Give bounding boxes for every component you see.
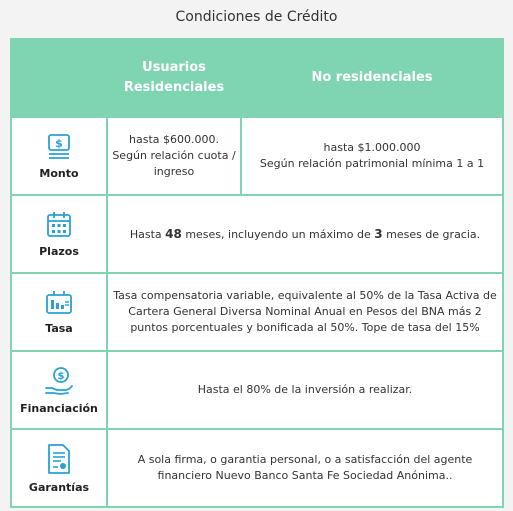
row-label-cell [11,117,107,195]
monto-residential: hasta $600.000. Según relación cuota / ingreso [107,117,241,195]
plazos-text [107,195,503,273]
monto-non-residential-line2: Según relación patrimonial mínima 1 a 1 [259,157,485,170]
money-bill-icon [46,133,72,161]
plazos-text-start: Hasta [129,227,166,241]
svg-text:$: $ [57,370,65,382]
header-corner-cell [11,39,107,117]
row-label-cell [11,429,107,507]
row-label-cell [11,351,107,429]
row-label: Garantías [28,480,90,494]
credit-conditions-table [10,38,504,508]
page-title: Condiciones de Crédito [175,9,338,25]
monto-non-residential [241,117,503,195]
table-header-row [11,39,503,117]
plazos-months: 48 [165,226,182,241]
svg-text:$: $ [55,136,63,150]
bank-chart-icon [45,290,73,316]
tasa-text: Tasa compensatoria variable, equivalente al 50% de la Tasa Activa de Cartera General Diversa Nominal Anual en Pesos del BNA más 2 puntos porcentuales y bonificada al 50%. Tope de tasa del 15% [107,273,503,351]
calendar-icon [46,211,72,239]
row-label-cell [11,273,107,351]
hand-coin-icon [44,366,74,396]
table-row [11,195,503,273]
certificate-icon [46,443,72,475]
row-label-cell [11,195,107,273]
plazos-grace: 3 [374,226,383,241]
table-row [11,429,503,507]
table-row [11,351,503,429]
header-residential: Usuarios Residenciales [107,39,241,117]
financiacion-text: Hasta el 80% de la inversión a realizar. [107,351,503,429]
row-label: Monto [39,166,79,180]
plazos-text-end: meses de gracia. [382,227,481,241]
row-label: Plazos [39,244,79,258]
table-row [11,273,503,351]
header-non-residential: No residenciales [241,39,503,117]
table-row [11,117,503,195]
row-label: Tasa [45,321,73,335]
garantias-text: A sola firma, o garantia personal, o a satisfacción del agente financiero Nuevo Banco Santa Fe Sociedad Anónima.. [107,429,503,507]
plazos-text-middle: meses, incluyendo un máximo de [181,227,375,241]
row-label: Financiación [20,401,98,415]
monto-non-residential-line1: hasta $1.000.000 [323,141,421,154]
